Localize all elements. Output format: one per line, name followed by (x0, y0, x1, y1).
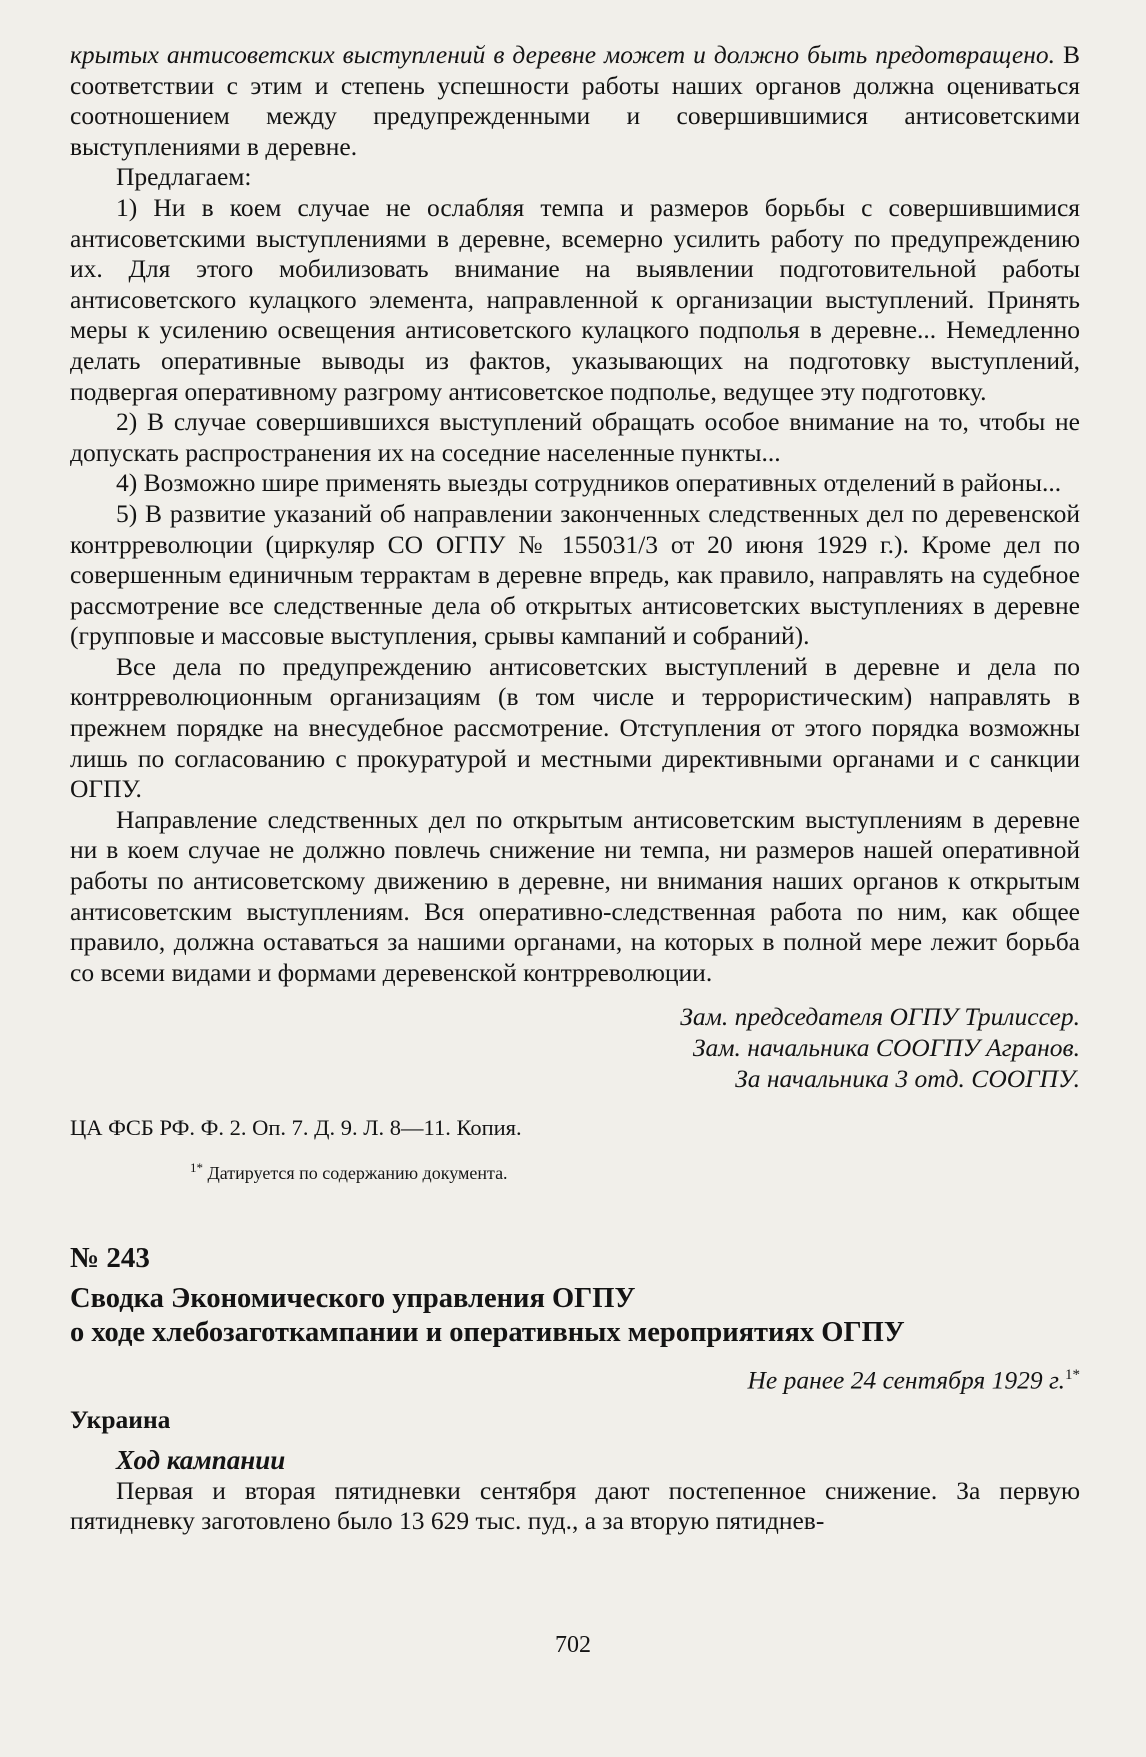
document-title-line: о ходе хлебозаготкампании и оперативных мероприятиях ОГПУ (70, 1317, 905, 1349)
footnote-mark: 1* (190, 1160, 203, 1176)
intro-paragraph (70, 40, 1080, 162)
item-1: 1) Ни в коем случае не ослабляя темпа и размеров борьбы с совершившимися антисоветскими выступлениями в деревне, всемерно усилить работу по предупреждению их. Для этого мобилизовать внимание на выявлении подготовительной работы антисоветского кулацкого элемента, направленной к организации выступлений. Принять меры к усилению освещения антисоветского кулацкого подполья в деревне... Немедленно делать оперативные выводы из фактов, указывающих на подготовку выступлений, подвергая оперативному разгрому антисоветское подполье, ведущее эту подготовку. (70, 192, 1080, 406)
body-paragraph: Первая и вторая пятидневки сентября дают постепенное снижение. За первую пятидневку заготовлено было 13 629 тыс. пуд., а за вторую пятиднев- (70, 1475, 1080, 1536)
paragraph-direction: Направление следственных дел по открытым антисоветским выступлениям в деревне ни в коем случае не должно повлечь снижение ни темпа, ни размеров нашей оперативной работы по антисоветскому движению в деревне, ни внимания наших органов к открытым антисоветским выступлениям. Вся оперативно-следственная работа по ним, как общее правило, должна оставаться за нашими органами, на которых в полной мере лежит борьба со всеми видами и формами деревенской контрреволюции. (70, 804, 1080, 987)
region-heading: Украина (70, 1404, 171, 1434)
item-5: 5) В развитие указаний об направлении законченных следственных дел по деревенской контрреволюции (циркуляр СО ОГПУ № 155031/3 от 20 июня 1929 г.). Кроме дел по совершенным единичным террактам в деревне впредь, как правило, направлять на судебное рассмотрение все следственные дела об открытых антисоветских выступлениях в деревне (групповые и массовые выступления, срывы кампаний и собраний). (70, 498, 1080, 651)
page-number: 702 (555, 1632, 591, 1658)
signature-line: Зам. председателя ОГПУ Трилиссер. (680, 1002, 1080, 1032)
document-date (70, 1360, 1080, 1396)
page-content (70, 40, 1080, 1537)
footnote-text: Датируется по содержанию документа. (203, 1163, 508, 1184)
intro-italic-text: крытых антисоветских выступлений в деревне может и должно быть предотвращено. (70, 40, 1056, 69)
document-title-line: Сводка Экономического управления ОГПУ (70, 1283, 636, 1315)
item-4: 4) Возможно шире применять выезды сотрудников оперативных отделений в районы... (116, 468, 1062, 498)
footnote (70, 1156, 1080, 1185)
document-title (70, 1282, 1080, 1350)
document-number: № 243 (70, 1242, 150, 1275)
signature-line: Зам. начальника СООГПУ Агранов. (692, 1033, 1080, 1062)
item-2: 2) В случае совершившихся выступлений обращать особое внимание на то, чтобы не допускать распространения их на соседние населенные пункты... (70, 407, 1080, 467)
signature-block (70, 1002, 1080, 1094)
archive-reference: ЦА ФСБ РФ. Ф. 2. Оп. 7. Д. 9. Л. 8—11. Копия. (70, 1115, 522, 1141)
date-footnote-mark: 1* (1065, 1367, 1080, 1384)
propose-line: Предлагаем: (116, 162, 252, 192)
section-subheading: Ход кампании (116, 1444, 286, 1475)
intro-rest-text: В соответствии с этим и степень успешности работы наших органов должна оцениваться соотношением между предупрежденными и совершившимися антисоветскими выступлениями в деревне. (70, 40, 1080, 161)
signature-line: За начальника 3 отд. СООГПУ. (735, 1063, 1080, 1093)
paragraph-all-cases: Все дела по предупреждению антисоветских выступлений в деревне и дела по контрреволюционным организациям (в том числе и террористическим) направлять в прежнем порядке на внесудебное рассмотрение. Отступления от этого порядка возможны лишь по согласованию с прокуратурой и местными директивными органами и с санкции ОГПУ. (70, 651, 1080, 804)
document-date-text: Не ранее 24 сентября 1929 г. (747, 1365, 1065, 1395)
